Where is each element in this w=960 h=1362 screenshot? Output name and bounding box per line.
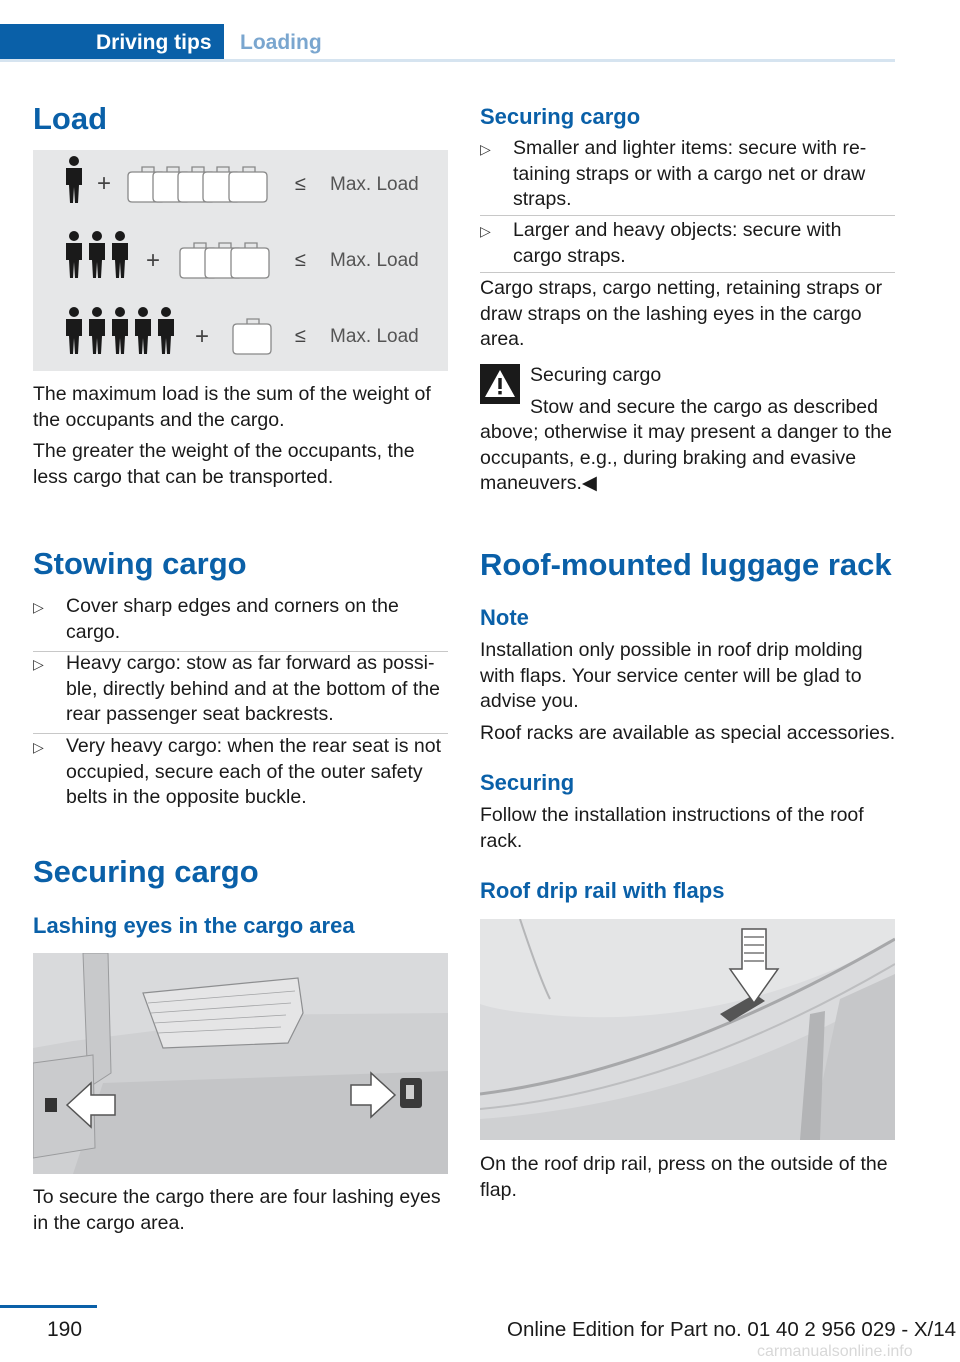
- drip-rail-paragraph: On the roof drip rail, press on the outside of the flap.: [480, 1153, 888, 1201]
- drip-rail-subheading: Roof drip rail with flaps: [480, 878, 725, 903]
- section-tab: Driving tips: [0, 24, 224, 62]
- footer-rule: [0, 1305, 97, 1308]
- load-paragraph-2: The greater the weight of the occupants, the less cargo that can be transported.: [33, 440, 415, 488]
- load-diagram: [33, 150, 448, 371]
- roof-rack-heading: Roof-mounted luggage rack: [480, 547, 892, 582]
- watermark: carmanualsonline.info: [757, 1343, 913, 1360]
- securing-paragraph: Follow the installation instructions of the roof rack.: [480, 804, 864, 852]
- bullet-separator: [480, 272, 895, 273]
- securing-bullet-1: ▷ Smaller and lighter items: secure with re-taining straps or with a cargo net or draw straps.: [480, 137, 867, 210]
- securing-bullet-2: ▷ Larger and heavy objects: secure with cargo straps.: [480, 219, 842, 267]
- lashing-subheading: Lashing eyes in the cargo area: [33, 913, 355, 938]
- svg-text:≤: ≤: [295, 249, 306, 271]
- edition-text: Online Edition for Part no. 01 40 2 956 029 - X/14: [507, 1318, 957, 1341]
- warning-icon: [480, 364, 520, 404]
- securing-heading: Securing cargo: [33, 854, 259, 889]
- svg-text:≤: ≤: [295, 173, 306, 195]
- warning-text: above; otherwise it may present a danger to the occupants, e.g., during braking and evasive maneuvers.◀: [480, 421, 892, 494]
- stowing-heading: Stowing cargo: [33, 546, 247, 581]
- max-load-label-3: Max. Load: [330, 326, 419, 347]
- svg-text:+: +: [97, 170, 112, 197]
- load-diagram-svg: [33, 150, 448, 371]
- note-paragraph-1: Installation only possible in roof drip molding with flaps. Your service center will be glad to advise you.: [480, 639, 863, 712]
- svg-text:+: +: [146, 247, 161, 274]
- lashing-eyes-svg: [33, 953, 448, 1174]
- roof-drip-rail-svg: [480, 919, 895, 1140]
- stowing-bullet-2: ▷ Heavy cargo: stow as far forward as possi-ble, directly behind and at the bottom of the rear passenger seat backrests.: [33, 652, 440, 725]
- max-load-label-1: Max. Load: [330, 174, 419, 195]
- securing-cargo-subheading: Securing cargo: [480, 104, 641, 129]
- subsection-tab: Loading: [240, 31, 322, 54]
- load-paragraph-1: The maximum load is the sum of the weight of the occupants and the cargo.: [33, 383, 431, 431]
- lashing-paragraph: To secure the cargo there are four lashing eyes in the cargo area.: [33, 1186, 441, 1234]
- stowing-bullet-1: ▷ Cover sharp edges and corners on the cargo.: [33, 595, 399, 643]
- header-rule: [0, 59, 895, 62]
- svg-text:≤: ≤: [295, 325, 306, 347]
- warning-text-line1: Stow and secure the cargo as described: [530, 396, 878, 418]
- securing-subheading: Securing: [480, 770, 575, 795]
- lashing-eyes-illustration: [33, 953, 448, 1174]
- straps-paragraph: Cargo straps, cargo netting, retaining straps or draw straps on the lashing eyes in the cargo area.: [480, 277, 883, 350]
- note-subheading: Note: [480, 605, 529, 630]
- load-heading: Load: [33, 101, 108, 136]
- roof-drip-rail-illustration: [480, 919, 895, 1140]
- page-header: [0, 0, 960, 62]
- stowing-bullet-3: ▷ Very heavy cargo: when the rear seat is not occupied, secure each of the outer safety belts in the opposite buckle.: [33, 735, 442, 808]
- warning-title: Securing cargo: [530, 364, 662, 386]
- svg-text:+: +: [195, 323, 210, 350]
- note-paragraph-2: Roof racks are available as special accessories.: [480, 722, 896, 744]
- max-load-label-2: Max. Load: [330, 250, 419, 271]
- bullet-separator: [480, 215, 895, 216]
- page-number: 190: [47, 1318, 83, 1341]
